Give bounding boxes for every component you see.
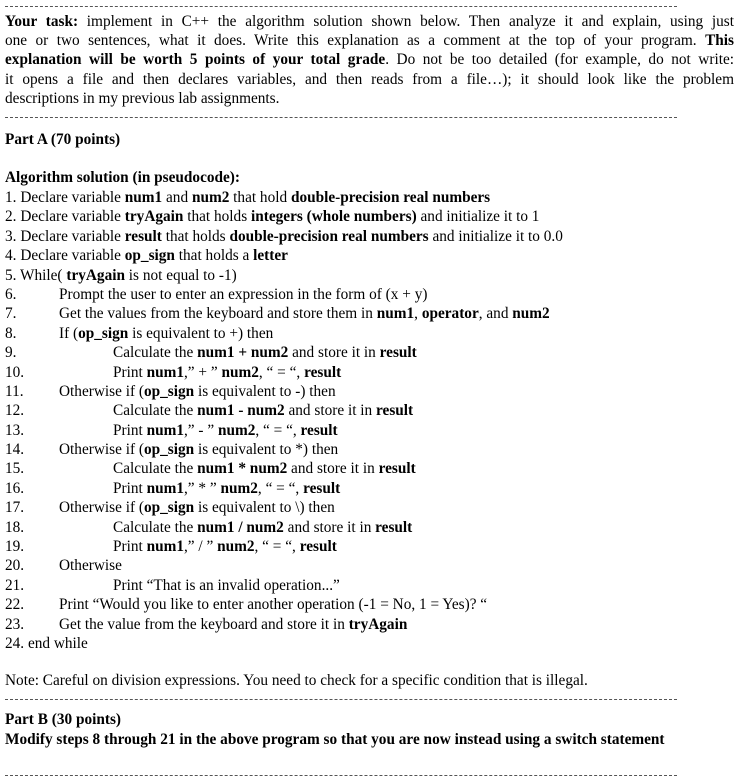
intro-bold: explanation will be worth 5 points of your total grade: [5, 51, 386, 69]
division-note: Note: Careful on division expressions. You need to check for a specific condition that is illegal.: [5, 672, 588, 689]
intro-line-5: [5, 89, 734, 108]
intro-line-4: [5, 70, 734, 89]
intro-line-2: [5, 31, 734, 50]
intro-text: one or two sentences, what it does. Write this explanation as a comment at the top of your program.: [5, 32, 706, 50]
part-b-instruction: Modify steps 8 through 21 in the above program so that you are now instead using a switch statement: [5, 731, 665, 748]
part-b-title: Part B (30 points): [5, 711, 121, 728]
intro-bold: This: [705, 32, 734, 50]
intro-line-1: [5, 12, 734, 31]
task-description: [5, 12, 734, 108]
part-a-title: Part A (70 points): [5, 131, 121, 148]
intro-text: implement in C++ the algorithm solution shown below. Then analyze it and explain, using just: [78, 13, 734, 30]
algorithm-title: Algorithm solution (in pseudocode):: [5, 169, 240, 186]
separator-before-part-b: [5, 699, 677, 700]
intro-text: descriptions in my previous lab assignments.: [5, 89, 280, 107]
intro-text: . Do not be too detailed (for example, do not write:: [385, 51, 734, 69]
intro-line-3: [5, 50, 734, 69]
bottom-separator: [5, 775, 677, 776]
intro-text: it opens a file and then declares variables, and then reads from a file…); it should look like the problem: [5, 70, 734, 88]
your-task-label: Your task:: [5, 13, 79, 30]
top-separator: [5, 6, 677, 7]
separator-after-intro: [5, 117, 677, 118]
